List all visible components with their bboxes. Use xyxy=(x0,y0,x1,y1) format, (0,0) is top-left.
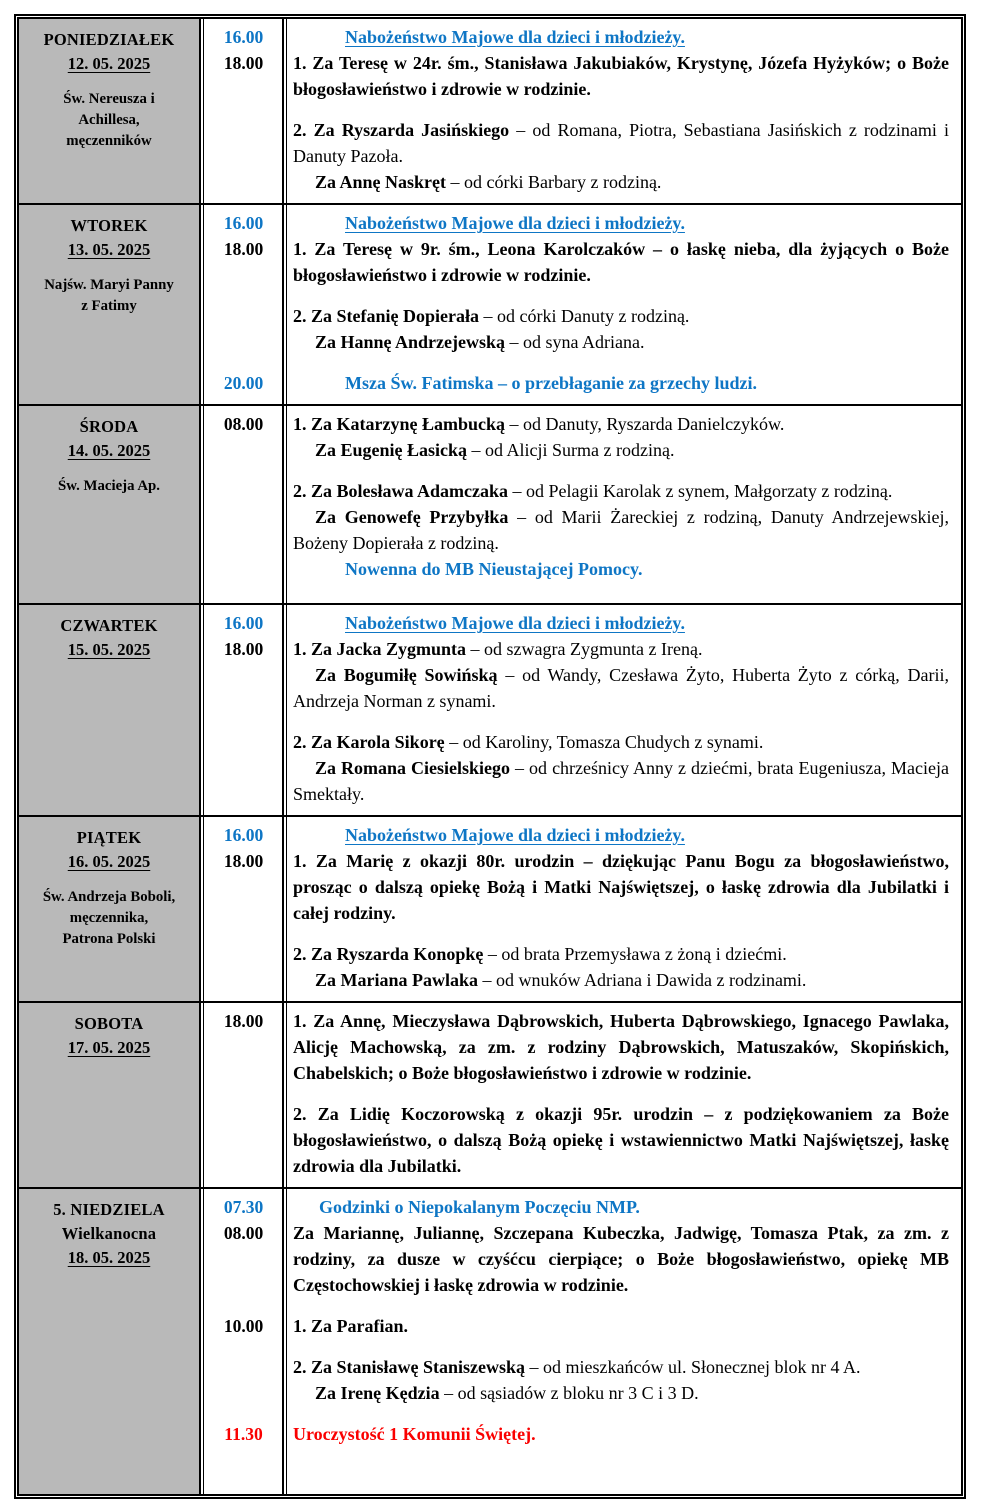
feast-line: męczennika, xyxy=(69,910,149,926)
time-cell xyxy=(199,941,284,967)
intention-text xyxy=(284,1101,961,1179)
time-cell: 18.00 xyxy=(223,53,264,73)
text-segment: – od syna Adriana. xyxy=(505,332,645,352)
day-cell xyxy=(19,19,199,203)
text-segment: Uroczystość 1 Komunii Świętej. xyxy=(293,1424,536,1444)
intention-block xyxy=(199,24,961,50)
text-segment: – od córki Barbary z rodziną. xyxy=(446,172,662,192)
intention-text xyxy=(284,303,961,329)
text-segment: 1. Za Katarzynę Łambucką xyxy=(293,414,506,434)
time-cell: 08.00 xyxy=(223,1223,264,1243)
intention-text xyxy=(284,610,961,636)
vertical-separator xyxy=(199,1003,204,1187)
intention-text xyxy=(284,1008,961,1086)
text-segment: Msza Św. Fatimska – o przebłaganie za grzechy ludzi. xyxy=(345,373,757,393)
vertical-separator xyxy=(199,406,204,603)
day-date: 13. 05. 2025 xyxy=(67,240,151,259)
intention-text xyxy=(284,1380,961,1406)
intention-text xyxy=(284,117,961,169)
time-cell: 08.00 xyxy=(223,414,264,434)
intention-block xyxy=(199,755,961,807)
intention-block xyxy=(199,967,961,993)
text-segment: 2. Za Lidię Koczorowską z okazji 95r. urodzin – z podziękowaniem za Boże błogosławieństwo, o dalszą Bożą opiekę i wstawiennictwo Matki Najświętszej, łaskę zdrowia dla Jubilatki. xyxy=(293,1104,949,1176)
intention-text xyxy=(284,370,961,396)
text-segment: – od sąsiadów z bloku nr 3 C i 3 D. xyxy=(439,1383,699,1403)
intention-block xyxy=(199,504,961,556)
time-cell xyxy=(199,117,284,169)
intention-text xyxy=(284,50,961,102)
schedule-row xyxy=(19,404,961,603)
row-content xyxy=(199,19,961,203)
vertical-separator xyxy=(199,205,204,404)
intention-text xyxy=(284,169,961,195)
intention-block xyxy=(199,303,961,329)
schedule-row xyxy=(19,19,961,203)
text-segment: 2. Za Stanisławę Staniszewską xyxy=(293,1357,526,1377)
day-cell xyxy=(19,1189,199,1494)
intention-block xyxy=(199,329,961,355)
intention-block xyxy=(199,1194,961,1220)
time-cell xyxy=(199,478,284,504)
schedule-row xyxy=(19,603,961,815)
day-date: 17. 05. 2025 xyxy=(67,1038,151,1057)
intention-block xyxy=(199,556,961,582)
intention-text xyxy=(284,848,961,926)
intention-block xyxy=(199,941,961,967)
vertical-separator xyxy=(282,817,287,1001)
text-segment: Za Mariannę, Juliannę, Szczepana Kubeczka, Jadwigę, Tomasza Ptak, za zm. z rodziny, za dusze w czyśćcu cierpiące; o Boże błogosławieństwo, opiekę MB Częstochowskiej i łaskę zdrowia w rodzinie. xyxy=(293,1223,949,1295)
text-segment: – od Pelagii Karolak z synem, Małgorzaty z rodziną. xyxy=(508,481,893,501)
time-cell: 20.00 xyxy=(223,373,264,393)
schedule-row xyxy=(19,1187,961,1494)
text-segment: Godzinki o Niepokalanym Poczęciu NMP. xyxy=(319,1197,640,1217)
vertical-separator xyxy=(199,19,204,203)
text-segment: – od córki Danuty z rodziną. xyxy=(479,306,690,326)
vertical-separator xyxy=(199,1189,204,1494)
intention-text xyxy=(284,236,961,288)
intention-text xyxy=(284,822,961,848)
mass-schedule-table xyxy=(14,14,966,1499)
text-segment: 2. Za Stefanię Dopierała xyxy=(293,306,479,326)
text-segment: 1. Za Teresę w 9r. śm., Leona Karolczaków – o łaskę nieba, dla żyjących o Boże błogosławieństwo i zdrowie w rodzinie. xyxy=(293,239,949,285)
intention-text xyxy=(284,755,961,807)
intention-block xyxy=(199,822,961,848)
time-cell xyxy=(199,556,284,582)
day-date: 14. 05. 2025 xyxy=(67,441,151,460)
text-segment: 2. Za Ryszarda Jasińskiego xyxy=(293,120,510,140)
day-cell xyxy=(19,406,199,603)
intention-block xyxy=(199,729,961,755)
text-segment: Za Genowefę Przybyłka xyxy=(315,507,509,527)
intention-text xyxy=(284,1354,961,1380)
text-segment: 2. Za Karola Sikorę xyxy=(293,732,445,752)
vertical-separator xyxy=(199,605,204,815)
text-segment: – od Wandy, Czesława Żyto, Huberta Żyto z córką, Darii, Andrzeja Norman z synami. xyxy=(293,665,950,711)
intention-text xyxy=(284,1421,961,1447)
schedule-row xyxy=(19,1001,961,1187)
vertical-separator xyxy=(282,605,287,815)
feast-line: męczenników xyxy=(66,133,152,149)
time-cell xyxy=(199,303,284,329)
intention-text xyxy=(284,556,961,582)
intention-block xyxy=(199,662,961,714)
day-name: PONIEDZIAŁEK xyxy=(43,30,175,49)
row-content xyxy=(199,605,961,815)
text-segment: Nabożeństwo Majowe dla dzieci i młodzieży. xyxy=(345,27,685,47)
intention-text xyxy=(284,329,961,355)
text-segment: 2. Za Ryszarda Konopkę xyxy=(293,944,484,964)
day-name: WTOREK xyxy=(70,216,148,235)
intention-block xyxy=(199,437,961,463)
intention-text xyxy=(284,24,961,50)
intention-text xyxy=(284,1220,961,1298)
intention-block xyxy=(199,1008,961,1086)
intention-block xyxy=(199,1421,961,1447)
vertical-separator xyxy=(282,1189,287,1494)
intention-block xyxy=(199,478,961,504)
text-segment: Za Annę Naskręt xyxy=(315,172,447,192)
feast-line: Patrona Polski xyxy=(62,931,156,947)
text-segment: – od Romana, Piotra, Sebastiana Jasińskich z rodzinami i Danuty Pazoła. xyxy=(293,120,949,166)
time-cell: 16.00 xyxy=(223,27,264,47)
time-cell: 18.00 xyxy=(223,1011,264,1031)
intention-text xyxy=(284,504,961,556)
day-cell xyxy=(19,1003,199,1187)
time-cell xyxy=(199,1101,284,1179)
text-segment: – od Danuty, Ryszarda Danielczyków. xyxy=(505,414,785,434)
intention-block xyxy=(199,1354,961,1380)
feast-line: Św. Macieja Ap. xyxy=(58,478,160,494)
vertical-separator xyxy=(282,205,287,404)
vertical-separator xyxy=(282,19,287,203)
feast-description xyxy=(25,89,193,152)
time-cell xyxy=(199,504,284,556)
vertical-separator xyxy=(199,817,204,1001)
feast-description xyxy=(25,476,193,497)
intention-block xyxy=(199,1380,961,1406)
text-segment: – od wnuków Adriana i Dawida z rodzinami. xyxy=(478,970,807,990)
day-date: 16. 05. 2025 xyxy=(67,852,151,871)
text-segment: 1. Za Parafian. xyxy=(293,1316,408,1336)
time-cell: 07.30 xyxy=(223,1197,264,1217)
time-cell xyxy=(199,169,284,195)
intention-text xyxy=(284,967,961,993)
day-name: PIĄTEK xyxy=(76,828,142,847)
time-cell: 18.00 xyxy=(223,239,264,259)
intention-text xyxy=(284,210,961,236)
schedule-row xyxy=(19,203,961,404)
intention-text xyxy=(284,437,961,463)
time-cell xyxy=(199,755,284,807)
text-segment: 1. Za Teresę w 24r. śm., Stanisława Jakubiaków, Krystynę, Józefa Hyżyków; o Boże błogosławieństwo i zdrowie w rodzinie. xyxy=(293,53,949,99)
feast-line: Najśw. Maryi Panny xyxy=(44,277,174,293)
text-segment: Za Romana Ciesielskiego xyxy=(315,758,511,778)
feast-line: Św. Andrzeja Boboli, xyxy=(42,889,176,905)
day-name: CZWARTEK xyxy=(60,616,158,635)
time-cell xyxy=(199,1380,284,1406)
intention-block xyxy=(199,1101,961,1179)
time-cell xyxy=(199,329,284,355)
time-cell xyxy=(199,967,284,993)
row-content xyxy=(199,205,961,404)
day-date: 15. 05. 2025 xyxy=(67,640,151,659)
intention-text xyxy=(284,478,961,504)
time-cell: 18.00 xyxy=(223,639,264,659)
time-cell: 16.00 xyxy=(223,213,264,233)
text-segment: – od brata Przemysława z żoną i dziećmi. xyxy=(483,944,787,964)
intention-text xyxy=(284,729,961,755)
vertical-separator xyxy=(282,406,287,603)
time-cell xyxy=(199,1354,284,1380)
intention-text xyxy=(284,941,961,967)
text-segment: 1. Za Marię z okazji 80r. urodzin – dziękując Panu Bogu za błogosławieństwo, prosząc o dalszą opiekę Bożą i Matki Najświętszej, o łaskę zdrowia dla Jubilatki i całej rodziny. xyxy=(293,851,949,923)
day-cell xyxy=(19,205,199,404)
time-cell: 11.30 xyxy=(224,1424,263,1444)
intention-text xyxy=(284,411,961,437)
intention-text xyxy=(284,1313,961,1339)
feast-line: z Fatimy xyxy=(81,298,137,314)
text-segment: Za Eugenię Łasicką xyxy=(315,440,468,460)
time-cell xyxy=(199,662,284,714)
text-segment: – od Marii Żareckiej z rodziną, Danuty Andrzejewskiej, Bożeny Dopierała z rodziną. xyxy=(293,507,949,553)
text-segment: 2. Za Bolesława Adamczaka xyxy=(293,481,509,501)
intention-block xyxy=(199,236,961,288)
time-cell xyxy=(199,437,284,463)
day-cell xyxy=(19,605,199,815)
day-date: 18. 05. 2025 xyxy=(67,1248,151,1267)
text-segment: – od szwagra Zygmunta z Ireną. xyxy=(466,639,703,659)
time-cell: 10.00 xyxy=(223,1316,264,1336)
intention-block xyxy=(199,1313,961,1339)
text-segment: – od mieszkańców ul. Słonecznej blok nr 4 A. xyxy=(525,1357,861,1377)
day-date: 12. 05. 2025 xyxy=(67,54,151,73)
intention-block xyxy=(199,411,961,437)
intention-text xyxy=(284,662,961,714)
intention-block xyxy=(199,848,961,926)
text-segment: – od Karoliny, Tomasza Chudych z synami. xyxy=(444,732,764,752)
time-cell xyxy=(199,729,284,755)
text-segment: Nabożeństwo Majowe dla dzieci i młodzieży. xyxy=(345,613,685,633)
row-content xyxy=(199,817,961,1001)
day-name: SOBOTA xyxy=(74,1014,144,1033)
text-segment: Za Mariana Pawlaka xyxy=(315,970,479,990)
feast-line: Św. Nereusza i xyxy=(63,91,155,107)
row-content xyxy=(199,1189,961,1494)
feast-description xyxy=(25,275,193,317)
vertical-separator xyxy=(282,1003,287,1187)
text-segment: 1. Za Annę, Mieczysława Dąbrowskich, Huberta Dąbrowskiego, Ignacego Pawlaka, Alicję Machowską, za zm. z rodziny Dąbrowskich, Matuszaków, Skopińskich, Chabelskich; o Boże błogosławieństwo i zdrowie w rodzinie. xyxy=(293,1011,949,1083)
text-segment: – od chrześnicy Anny z dziećmi, brata Eugeniusza, Macieja Smektały. xyxy=(293,758,949,804)
day-name: Wielkanocna xyxy=(61,1224,157,1243)
text-segment: Nabożeństwo Majowe dla dzieci i młodzieży. xyxy=(345,825,685,845)
text-segment: Za Bogumiłę Sowińską xyxy=(315,665,498,685)
text-segment: – od Alicji Surma z rodziną. xyxy=(467,440,675,460)
time-cell: 18.00 xyxy=(223,851,264,871)
intention-block xyxy=(199,370,961,396)
feast-description xyxy=(25,887,193,950)
intention-block xyxy=(199,636,961,662)
intention-block xyxy=(199,1220,961,1298)
intention-block xyxy=(199,169,961,195)
text-segment: Nowenna do MB Nieustającej Pomocy. xyxy=(345,559,643,579)
day-name: 5. NIEDZIELA xyxy=(53,1200,165,1219)
row-content xyxy=(199,1003,961,1187)
intention-block xyxy=(199,210,961,236)
intention-text xyxy=(284,1194,961,1220)
time-cell: 16.00 xyxy=(223,825,264,845)
schedule-row xyxy=(19,815,961,1001)
time-cell: 16.00 xyxy=(223,613,264,633)
text-segment: Za Irenę Kędzia xyxy=(315,1383,440,1403)
text-segment: 1. Za Jacka Zygmunta xyxy=(293,639,467,659)
day-cell xyxy=(19,817,199,1001)
intention-block xyxy=(199,117,961,169)
day-name: ŚRODA xyxy=(79,417,139,436)
text-segment: Za Hannę Andrzejewską xyxy=(315,332,506,352)
intention-block xyxy=(199,610,961,636)
intention-text xyxy=(284,636,961,662)
feast-line: Achillesa, xyxy=(78,112,140,128)
row-content xyxy=(199,406,961,603)
text-segment: Nabożeństwo Majowe dla dzieci i młodzieży. xyxy=(345,213,685,233)
intention-block xyxy=(199,50,961,102)
